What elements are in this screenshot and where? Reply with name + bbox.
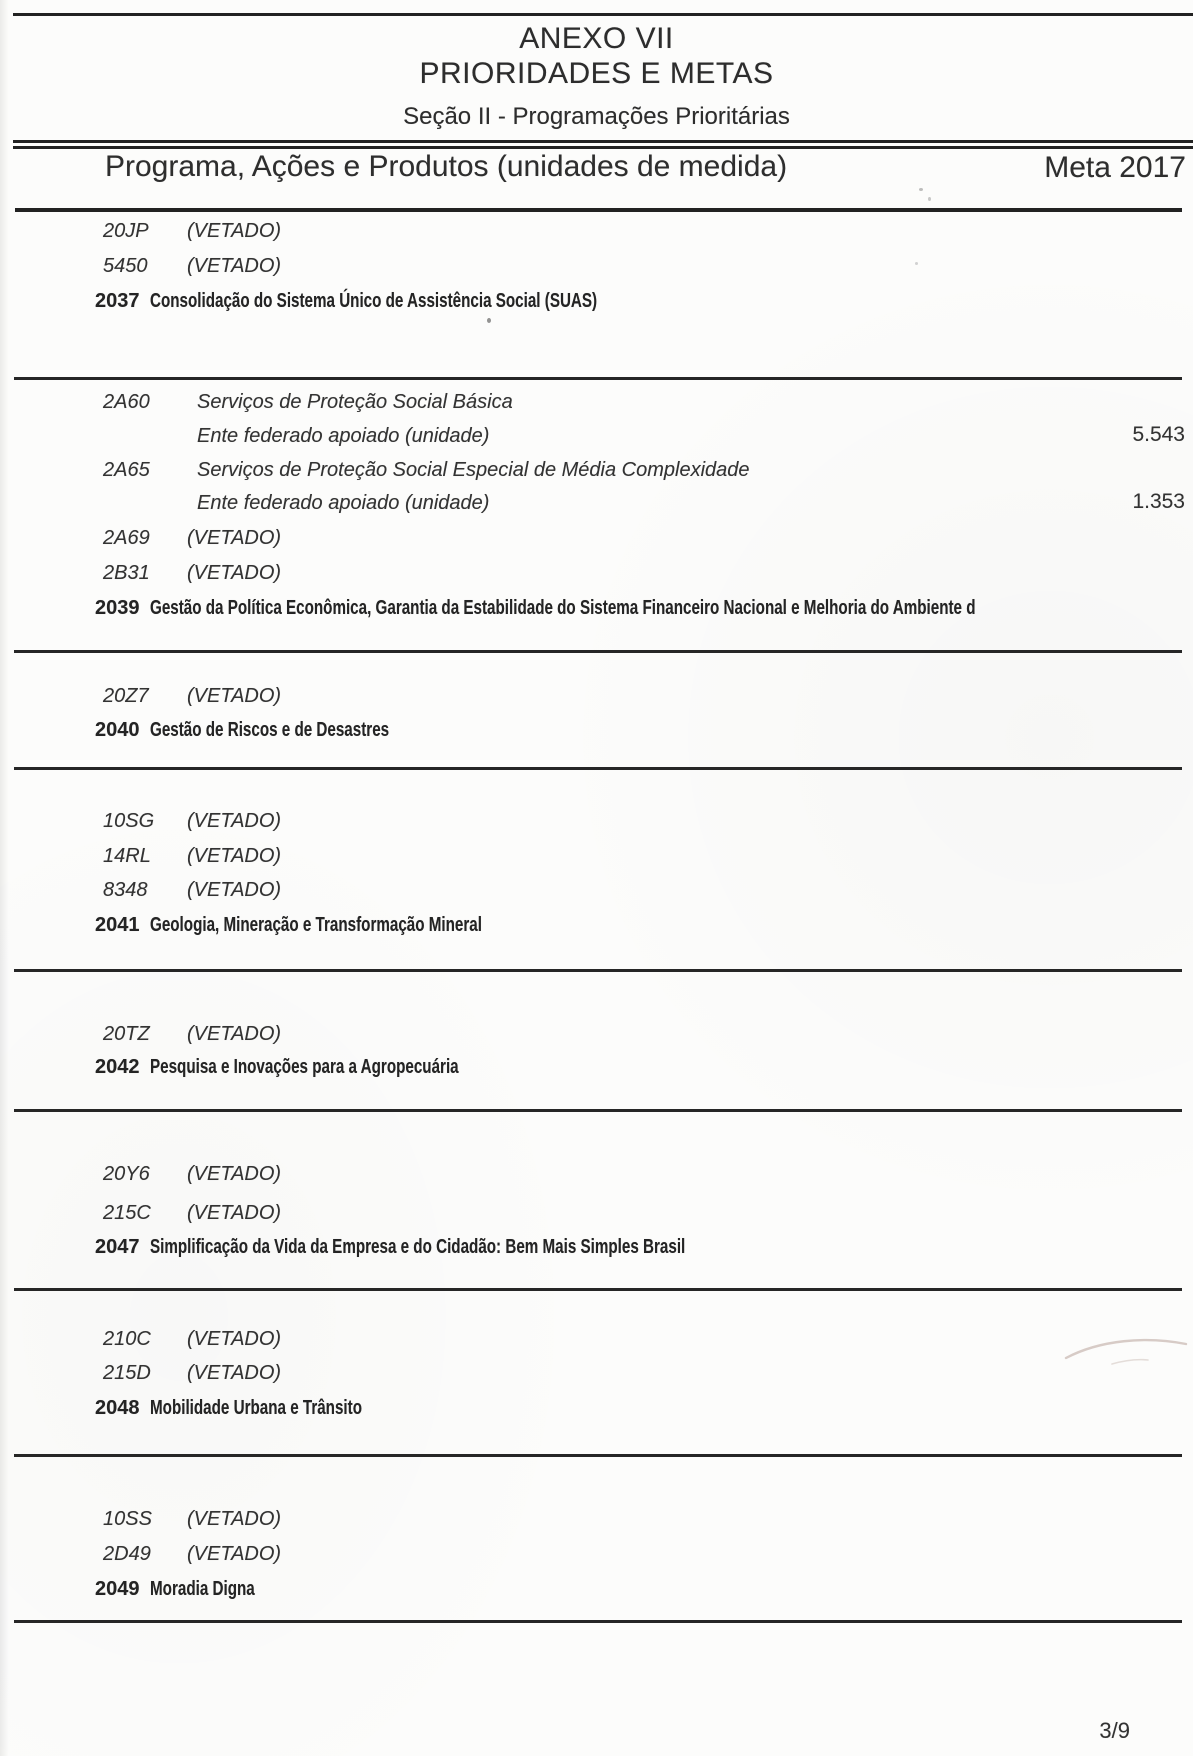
action-code: 20TZ	[103, 1023, 150, 1045]
action-row	[0, 1163, 1193, 1193]
section-divider	[14, 650, 1182, 653]
action-code: 20JP	[103, 220, 149, 242]
program-label: Gestão da Política Econômica, Garantia da Estabilidade do Sistema Financeiro Nacional e Melhoria do Ambiente d	[150, 597, 976, 619]
section-title: Seção II - Programações Prioritárias	[403, 103, 790, 130]
program-label: Simplificação da Vida da Empresa e do Cidadão: Bem Mais Simples Brasil	[150, 1236, 686, 1258]
section-divider	[14, 1288, 1182, 1291]
action-code: 5450	[103, 255, 148, 277]
column-header-meta: Meta 2017	[1044, 151, 1186, 184]
action-code: 14RL	[103, 845, 151, 867]
action-label: (VETADO)	[187, 1202, 282, 1224]
action-label: (VETADO)	[187, 685, 282, 707]
annex-subtitle: PRIORIDADES E METAS	[419, 57, 774, 90]
product-row	[0, 492, 1193, 522]
section-divider	[14, 1620, 1182, 1623]
action-code: 20Y6	[103, 1163, 150, 1185]
program-row	[0, 1397, 1193, 1427]
program-row	[0, 290, 1193, 320]
meta-value: 5.543	[1132, 423, 1185, 446]
action-row	[0, 810, 1193, 840]
action-code: 210C	[103, 1328, 151, 1350]
action-row	[0, 220, 1193, 250]
action-row	[0, 391, 1193, 421]
program-code: 2042	[95, 1056, 140, 1078]
action-code: 2D49	[103, 1543, 151, 1565]
scan-speck	[928, 197, 931, 201]
action-row	[0, 685, 1193, 715]
action-code: 10SG	[103, 810, 155, 832]
program-code: 2047	[95, 1236, 140, 1258]
program-code: 2048	[95, 1397, 140, 1419]
pen-mark	[1060, 1328, 1192, 1372]
section-divider	[14, 1109, 1182, 1112]
annex-title: ANEXO VII	[519, 22, 674, 55]
action-code: 215C	[103, 1202, 151, 1224]
program-row	[0, 1056, 1193, 1086]
action-row	[0, 459, 1193, 489]
section-divider	[14, 1454, 1182, 1457]
action-code: 215D	[103, 1362, 151, 1384]
double-rule-top	[13, 140, 1193, 143]
section-divider	[14, 767, 1182, 770]
action-code: 2A60	[103, 391, 150, 413]
action-label: (VETADO)	[187, 845, 282, 867]
program-code: 2041	[95, 914, 140, 936]
header-rule	[15, 208, 1182, 212]
meta-value: 1.353	[1132, 490, 1185, 513]
action-code: 10SS	[103, 1508, 152, 1530]
program-code: 2049	[95, 1578, 140, 1600]
product-label: Ente federado apoiado (unidade)	[197, 425, 490, 447]
action-label: (VETADO)	[187, 1163, 282, 1185]
action-row	[0, 1202, 1193, 1232]
program-row	[0, 914, 1193, 944]
action-label: (VETADO)	[187, 810, 282, 832]
action-row	[0, 562, 1193, 592]
section-divider	[14, 969, 1182, 972]
action-label: (VETADO)	[187, 527, 282, 549]
program-row	[0, 719, 1193, 749]
program-code: 2040	[95, 719, 140, 741]
action-row	[0, 879, 1193, 909]
page-number: 3/9	[1099, 1718, 1130, 1743]
action-row	[0, 1362, 1193, 1392]
action-label: (VETADO)	[187, 220, 282, 242]
action-label: (VETADO)	[187, 255, 282, 277]
action-label: (VETADO)	[187, 879, 282, 901]
action-code: 2A69	[103, 527, 150, 549]
action-row	[0, 527, 1193, 557]
program-row	[0, 597, 1193, 627]
product-label: Ente federado apoiado (unidade)	[197, 492, 490, 514]
action-code: 20Z7	[103, 685, 149, 707]
product-row	[0, 425, 1193, 455]
scan-speck	[915, 262, 918, 265]
action-label: Serviços de Proteção Social Especial de Média Complexidade	[197, 459, 750, 481]
program-code: 2039	[95, 597, 140, 619]
program-label: Mobilidade Urbana e Trânsito	[150, 1397, 362, 1419]
column-header-program: Programa, Ações e Produtos (unidades de medida)	[105, 150, 788, 183]
double-rule-bottom	[13, 146, 1193, 149]
action-label: Serviços de Proteção Social Básica	[197, 391, 513, 413]
action-label: (VETADO)	[187, 1543, 282, 1565]
section-divider	[14, 377, 1182, 380]
action-label: (VETADO)	[187, 562, 282, 584]
action-row	[0, 1543, 1193, 1573]
scan-speck	[919, 188, 923, 191]
action-label: (VETADO)	[187, 1508, 282, 1530]
action-row	[0, 255, 1193, 285]
program-row	[0, 1236, 1193, 1266]
program-label: Geologia, Mineração e Transformação Mineral	[150, 914, 482, 936]
action-label: (VETADO)	[187, 1328, 282, 1350]
action-row	[0, 845, 1193, 875]
program-label: Consolidação do Sistema Único de Assistência Social (SUAS)	[150, 290, 598, 312]
action-label: (VETADO)	[187, 1362, 282, 1384]
action-code: 8348	[103, 879, 148, 901]
action-label: (VETADO)	[187, 1023, 282, 1045]
program-label: Gestão de Riscos e de Desastres	[150, 719, 390, 741]
action-row	[0, 1508, 1193, 1538]
program-label: Pesquisa e Inovações para a Agropecuária	[150, 1056, 459, 1078]
program-code: 2037	[95, 290, 140, 312]
program-row	[0, 1578, 1193, 1608]
action-code: 2A65	[103, 459, 150, 481]
top-rule	[13, 13, 1193, 16]
action-code: 2B31	[103, 562, 150, 584]
action-row	[0, 1328, 1193, 1358]
action-row	[0, 1023, 1193, 1053]
scan-speck	[487, 318, 491, 323]
program-label: Moradia Digna	[150, 1578, 255, 1600]
